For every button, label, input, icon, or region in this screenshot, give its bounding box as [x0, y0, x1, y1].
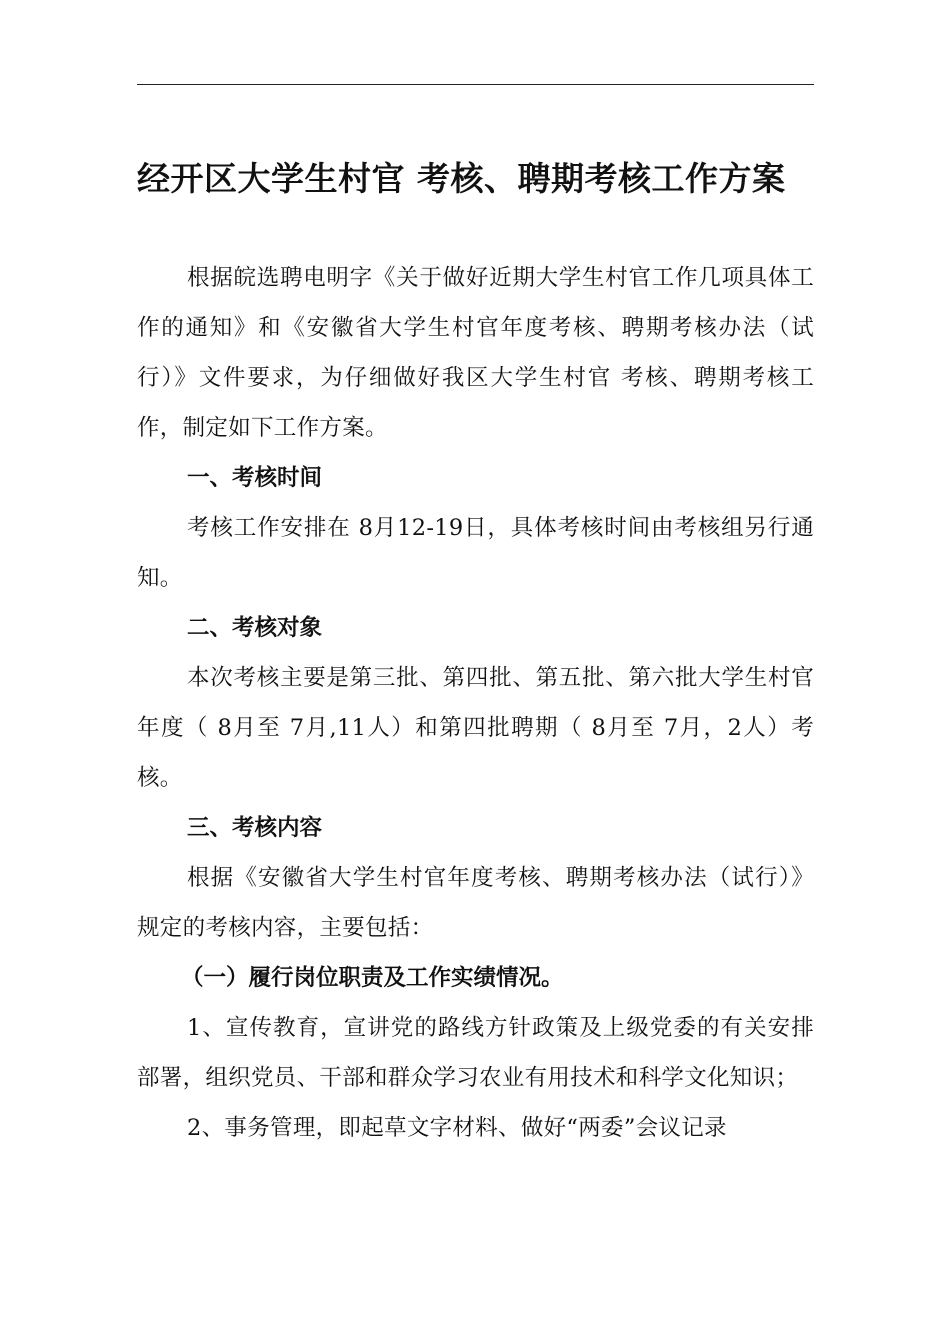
document-body — [137, 253, 814, 1153]
section-text-content: 根据《安徽省大学生村官年度考核、聘期考核办法（试行）》规定的考核内容，主要包括： — [137, 865, 814, 941]
section-heading-target: 二、考核对象 — [187, 615, 323, 641]
intro-paragraph: 根据皖选聘电明字《关于做好近期大学生村官工作几项具体工作的通知》和《安徽省大学生村官年度考核、聘期考核办法（试行）》文件要求，为仔细做好我区大学生村官 考核、聘期考核工作，制定如下工作方案。 — [137, 265, 814, 441]
document-title: 经开区大学生村官 考核、聘期考核工作方案 — [137, 159, 786, 198]
section-text-target: 本次考核主要是第三批、第四批、第五批、第六批大学生村官年度（ 8月至 7月,11人）和第四批聘期（ 8月至 7月，2人）考核。 — [137, 665, 814, 791]
section-heading-content: 三、考核内容 — [187, 815, 323, 841]
list-item: 1、宣传教育，宣讲党的路线方针政策及上级党委的有关安排部署，组织党员、干部和群众学习农业有用技术和科学文化知识； — [137, 1015, 814, 1091]
header-rule — [137, 84, 814, 85]
section-text-time: 考核工作安排在 8月12-19日，具体考核时间由考核组另行通知。 — [137, 515, 814, 591]
list-item: 2、事务管理，即起草文字材料、做好“两委”会议记录 — [187, 1115, 727, 1141]
subsection-heading: （一）履行岗位职责及工作实绩情况。 — [181, 965, 564, 991]
section-heading-time: 一、考核时间 — [187, 465, 323, 491]
